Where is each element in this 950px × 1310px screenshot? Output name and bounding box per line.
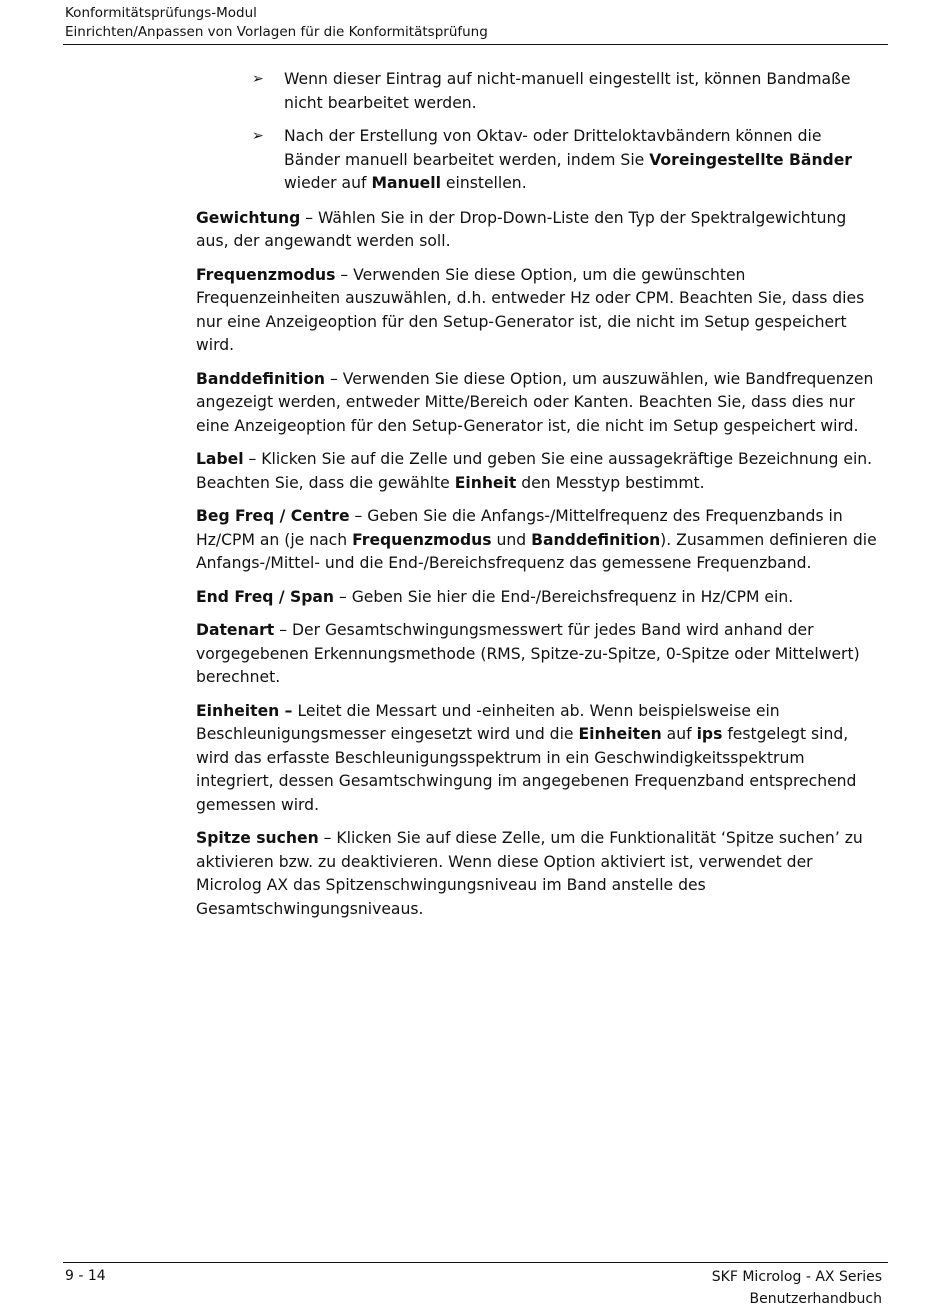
entry-term: Beg Freq / Centre [196, 507, 350, 525]
page-header [65, 4, 887, 42]
bullet-text: Wenn dieser Eintrag auf nicht-manuell eingestellt ist, können Bandmaße nicht bearbeitet werden. [284, 70, 851, 112]
page-footer-title [712, 1266, 882, 1310]
entry-datenart [196, 619, 880, 690]
entry-text: – Der Gesamtschwingungsmesswert für jedes Band wird anhand der vorgegebenen Erkennungsmethode (RMS, Spitze-zu-Spitze, 0-Spitze oder Mittelwert) berechnet. [196, 621, 860, 686]
header-section-title: Einrichten/Anpassen von Vorlagen für die Konformitätsprüfung [65, 24, 488, 40]
header-divider [63, 44, 888, 45]
entry-end-freq [196, 586, 880, 610]
entry-text: – Wählen Sie in der Drop-Down-Liste den Typ der Spektralgewichtung aus, der angewandt werden soll. [196, 208, 847, 250]
entry-bold-ref: ips [696, 725, 723, 743]
entry-text: festgelegt sind, wird das erfasste Beschleunigungsspektrum in ein Geschwindigkeitsspektrum integriert, dessen Gesamtschwingung im angegebenen Frequenzband entsprechend gemessen wird. [196, 725, 857, 814]
entry-bold-ref: Frequenzmodus [352, 530, 492, 549]
entry-bold-ref: Einheit [454, 473, 517, 492]
entry-term: Gewichtung [196, 208, 301, 227]
entry-text: – Geben Sie die Anfangs-/Mittelfrequenz des Frequenzbands in Hz/CPM an (je nach [196, 507, 843, 549]
entry-term: Banddefinition [196, 369, 326, 388]
entry-banddefinition [196, 368, 880, 439]
entry-term: Label [196, 450, 244, 468]
entry-bold-ref: Banddefinition [531, 530, 661, 549]
entry-term: End Freq / Span [196, 587, 334, 606]
page-number: 9 - 14 [65, 1268, 106, 1284]
document-body [196, 68, 880, 931]
entry-text: – Klicken Sie auf die Zelle und geben Sie eine aussagekräftige Bezeichnung ein. Beachten Sie, dass die gewählte [196, 450, 873, 492]
arrow-bullet-icon: ➢ [252, 71, 264, 87]
entry-gewichtung [196, 207, 880, 254]
bullet-text-part: Nach der Erstellung von Oktav- oder Dritteloktavbändern können die Bänder manuell bearbeitet werden, indem Sie [284, 127, 822, 169]
entry-spitze-suchen [196, 827, 880, 921]
entry-term: Datenart [196, 621, 275, 639]
entry-beg-freq [196, 505, 880, 576]
entry-text: – Klicken Sie auf diese Zelle, um die Funktionalität ‘Spitze suchen’ zu aktivieren bzw. zu deaktivieren. Wenn diese Option aktiviert ist, verwendet der Microlog AX das Spitzenschwingungsniveau im Band anstelle des Gesamtschwingungsniveaus. [196, 829, 863, 918]
header-module-title: Konformitätsprüfungs-Modul [65, 5, 257, 21]
entry-text: ). Zusammen definieren die Anfangs-/Mittel- und die End-/Bereichsfrequenz das gemessene Frequenzband. [196, 530, 877, 572]
entry-term: Spitze suchen [196, 829, 319, 847]
footer-manual-name: Benutzerhandbuch [749, 1291, 882, 1307]
footer-product-name: SKF Microlog - AX Series [711, 1269, 882, 1285]
entry-label [196, 448, 880, 495]
entry-bold-ref: Einheiten [578, 725, 662, 743]
entry-term: Frequenzmodus [196, 265, 336, 284]
entry-term: Einheiten – [196, 701, 293, 720]
entry-frequenzmodus [196, 264, 880, 358]
bullet-text-part: einstellen. [440, 174, 527, 192]
entry-text: auf [661, 725, 697, 743]
footer-divider [63, 1262, 888, 1263]
bullet-item-nonmanual [196, 68, 880, 115]
entry-text: – Verwenden Sie diese Option, um die gewünschten Frequenzeinheiten auszuwählen, d.h. entweder Hz oder CPM. Beachten Sie, dass dies nur eine Anzeigeoption für den Setup-Generator ist, die nicht im Setup gespeichert wird. [196, 265, 865, 354]
bullet-text-part: wieder auf [284, 174, 372, 192]
entry-text: – Geben Sie hier die End-/Bereichsfrequenz in Hz/CPM ein. [334, 587, 794, 606]
arrow-bullet-icon: ➢ [252, 128, 264, 144]
entry-text: Leitet die Messart und -einheiten ab. Wenn beispielsweise ein Beschleunigungsmesser eingesetzt wird und die [196, 701, 780, 743]
entry-text: den Messtyp bestimmt. [516, 473, 705, 492]
entry-text: – Verwenden Sie diese Option, um auszuwählen, wie Bandfrequenzen angezeigt werden, entweder Mitte/Bereich oder Kanten. Beachten Sie, dass dies nur eine Anzeigeoption für den Setup-Generator ist, die nicht im Setup gespeichert wird. [196, 369, 874, 435]
bullet-bold-term: Voreingestellte Bänder [649, 150, 852, 169]
bullet-bold-term: Manuell [371, 174, 441, 192]
entry-text: und [491, 530, 532, 549]
entry-einheiten [196, 700, 880, 818]
bullet-list [196, 68, 880, 196]
bullet-item-octave-bands [196, 125, 880, 196]
